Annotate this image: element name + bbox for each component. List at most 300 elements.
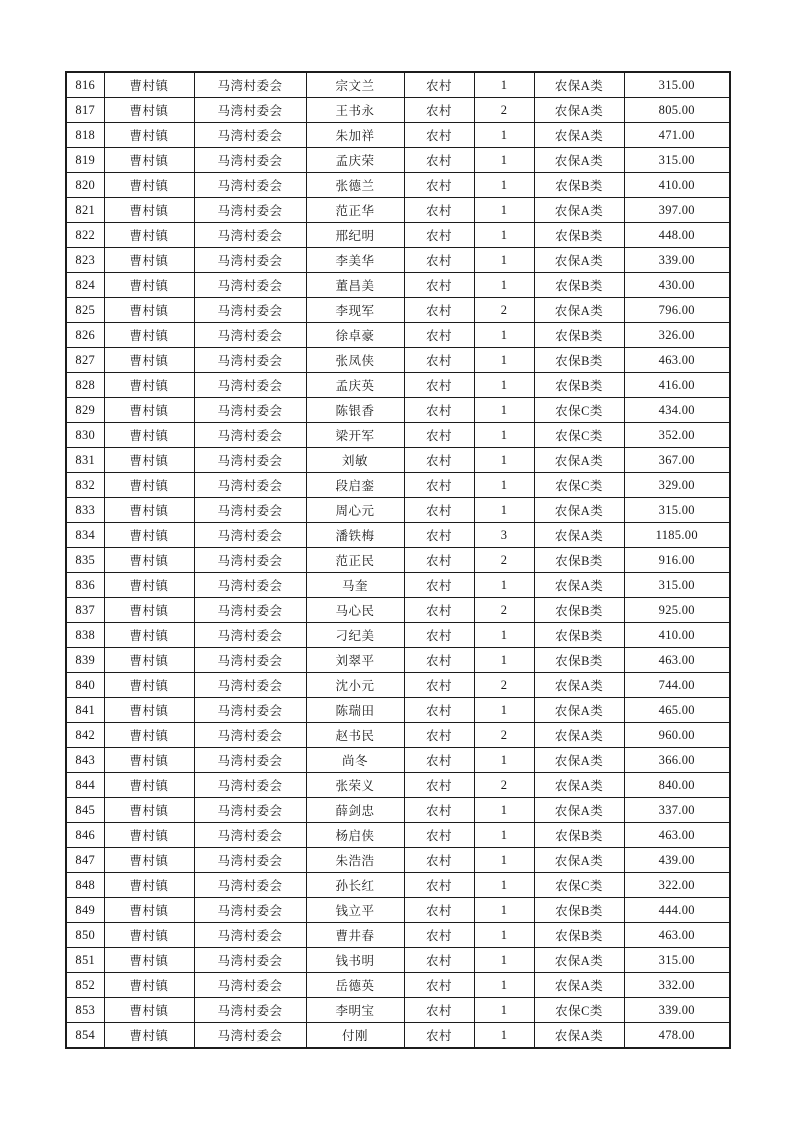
cell-village: 马湾村委会 [194, 998, 306, 1023]
cell-seq: 848 [66, 873, 104, 898]
cell-seq: 824 [66, 273, 104, 298]
cell-amount: 796.00 [624, 298, 730, 323]
cell-name: 陈瑞田 [306, 698, 404, 723]
cell-person-count: 1 [474, 848, 534, 873]
cell-name: 范正华 [306, 198, 404, 223]
cell-town: 曹村镇 [104, 298, 194, 323]
cell-seq: 841 [66, 698, 104, 723]
cell-amount: 465.00 [624, 698, 730, 723]
cell-seq: 830 [66, 423, 104, 448]
cell-town: 曹村镇 [104, 198, 194, 223]
cell-town: 曹村镇 [104, 273, 194, 298]
cell-category: 农保B类 [534, 598, 624, 623]
cell-category: 农保B类 [534, 273, 624, 298]
cell-household-type: 农村 [404, 523, 474, 548]
cell-amount: 315.00 [624, 948, 730, 973]
cell-name: 钱立平 [306, 898, 404, 923]
cell-household-type: 农村 [404, 273, 474, 298]
cell-category: 农保A类 [534, 773, 624, 798]
cell-amount: 315.00 [624, 498, 730, 523]
cell-category: 农保B类 [534, 373, 624, 398]
cell-person-count: 2 [474, 298, 534, 323]
cell-amount: 439.00 [624, 848, 730, 873]
cell-town: 曹村镇 [104, 773, 194, 798]
cell-town: 曹村镇 [104, 573, 194, 598]
cell-village: 马湾村委会 [194, 398, 306, 423]
table-row [66, 523, 730, 548]
cell-person-count: 1 [474, 273, 534, 298]
cell-category: 农保A类 [534, 198, 624, 223]
cell-category: 农保B类 [534, 923, 624, 948]
table-row [66, 898, 730, 923]
cell-name: 孙长红 [306, 873, 404, 898]
cell-person-count: 2 [474, 673, 534, 698]
table-row [66, 548, 730, 573]
cell-seq: 851 [66, 948, 104, 973]
cell-name: 朱浩浩 [306, 848, 404, 873]
cell-person-count: 2 [474, 723, 534, 748]
cell-town: 曹村镇 [104, 72, 194, 98]
table-row [66, 123, 730, 148]
cell-name: 段启銮 [306, 473, 404, 498]
cell-town: 曹村镇 [104, 548, 194, 573]
table-row [66, 273, 730, 298]
cell-household-type: 农村 [404, 298, 474, 323]
cell-town: 曹村镇 [104, 473, 194, 498]
cell-town: 曹村镇 [104, 998, 194, 1023]
cell-person-count: 1 [474, 698, 534, 723]
cell-amount: 430.00 [624, 273, 730, 298]
cell-village: 马湾村委会 [194, 648, 306, 673]
cell-household-type: 农村 [404, 148, 474, 173]
cell-category: 农保C类 [534, 998, 624, 1023]
cell-amount: 463.00 [624, 648, 730, 673]
cell-amount: 315.00 [624, 148, 730, 173]
cell-household-type: 农村 [404, 948, 474, 973]
cell-village: 马湾村委会 [194, 698, 306, 723]
cell-seq: 847 [66, 848, 104, 873]
cell-name: 孟庆荣 [306, 148, 404, 173]
table-row [66, 223, 730, 248]
cell-person-count: 1 [474, 798, 534, 823]
cell-town: 曹村镇 [104, 873, 194, 898]
cell-town: 曹村镇 [104, 973, 194, 998]
cell-village: 马湾村委会 [194, 523, 306, 548]
table-row [66, 173, 730, 198]
table-row [66, 648, 730, 673]
cell-seq: 823 [66, 248, 104, 273]
cell-name: 刁纪美 [306, 623, 404, 648]
table-row [66, 948, 730, 973]
cell-category: 农保A类 [534, 798, 624, 823]
cell-village: 马湾村委会 [194, 323, 306, 348]
cell-amount: 315.00 [624, 573, 730, 598]
cell-household-type: 农村 [404, 398, 474, 423]
cell-seq: 845 [66, 798, 104, 823]
cell-town: 曹村镇 [104, 898, 194, 923]
table-row [66, 473, 730, 498]
cell-household-type: 农村 [404, 823, 474, 848]
cell-person-count: 2 [474, 98, 534, 123]
cell-town: 曹村镇 [104, 423, 194, 448]
cell-household-type: 农村 [404, 923, 474, 948]
cell-name: 李现军 [306, 298, 404, 323]
cell-amount: 925.00 [624, 598, 730, 623]
cell-category: 农保C类 [534, 398, 624, 423]
cell-amount: 326.00 [624, 323, 730, 348]
cell-category: 农保A类 [534, 948, 624, 973]
table-row [66, 398, 730, 423]
cell-household-type: 农村 [404, 473, 474, 498]
cell-town: 曹村镇 [104, 123, 194, 148]
cell-person-count: 1 [474, 823, 534, 848]
cell-category: 农保B类 [534, 548, 624, 573]
cell-village: 马湾村委会 [194, 773, 306, 798]
cell-household-type: 农村 [404, 248, 474, 273]
cell-category: 农保A类 [534, 248, 624, 273]
cell-person-count: 1 [474, 398, 534, 423]
table-row [66, 72, 730, 98]
cell-town: 曹村镇 [104, 498, 194, 523]
cell-category: 农保A类 [534, 973, 624, 998]
cell-amount: 416.00 [624, 373, 730, 398]
cell-category: 农保A类 [534, 298, 624, 323]
cell-seq: 839 [66, 648, 104, 673]
cell-town: 曹村镇 [104, 598, 194, 623]
table-row [66, 998, 730, 1023]
cell-town: 曹村镇 [104, 698, 194, 723]
table-row [66, 498, 730, 523]
cell-person-count: 2 [474, 548, 534, 573]
cell-town: 曹村镇 [104, 923, 194, 948]
cell-village: 马湾村委会 [194, 748, 306, 773]
cell-village: 马湾村委会 [194, 848, 306, 873]
cell-name: 尚冬 [306, 748, 404, 773]
cell-village: 马湾村委会 [194, 123, 306, 148]
cell-amount: 463.00 [624, 923, 730, 948]
cell-category: 农保A类 [534, 573, 624, 598]
cell-village: 马湾村委会 [194, 873, 306, 898]
cell-name: 张德兰 [306, 173, 404, 198]
table-row [66, 823, 730, 848]
cell-household-type: 农村 [404, 548, 474, 573]
cell-village: 马湾村委会 [194, 298, 306, 323]
cell-name: 徐卓豪 [306, 323, 404, 348]
cell-amount: 315.00 [624, 72, 730, 98]
cell-name: 梁开军 [306, 423, 404, 448]
cell-village: 马湾村委会 [194, 673, 306, 698]
cell-seq: 825 [66, 298, 104, 323]
cell-person-count: 1 [474, 473, 534, 498]
table-row [66, 598, 730, 623]
cell-village: 马湾村委会 [194, 973, 306, 998]
cell-household-type: 农村 [404, 573, 474, 598]
cell-person-count: 1 [474, 898, 534, 923]
cell-amount: 397.00 [624, 198, 730, 223]
cell-village: 马湾村委会 [194, 1023, 306, 1049]
cell-seq: 850 [66, 923, 104, 948]
cell-name: 薛剑忠 [306, 798, 404, 823]
cell-seq: 827 [66, 348, 104, 373]
cell-seq: 831 [66, 448, 104, 473]
cell-household-type: 农村 [404, 198, 474, 223]
cell-town: 曹村镇 [104, 823, 194, 848]
cell-category: 农保B类 [534, 648, 624, 673]
cell-seq: 843 [66, 748, 104, 773]
cell-amount: 916.00 [624, 548, 730, 573]
cell-category: 农保C类 [534, 873, 624, 898]
cell-town: 曹村镇 [104, 323, 194, 348]
cell-village: 马湾村委会 [194, 198, 306, 223]
cell-household-type: 农村 [404, 998, 474, 1023]
cell-household-type: 农村 [404, 348, 474, 373]
cell-seq: 854 [66, 1023, 104, 1049]
cell-village: 马湾村委会 [194, 798, 306, 823]
cell-town: 曹村镇 [104, 723, 194, 748]
table-row [66, 148, 730, 173]
cell-village: 马湾村委会 [194, 373, 306, 398]
cell-amount: 1185.00 [624, 523, 730, 548]
cell-category: 农保A类 [534, 698, 624, 723]
cell-town: 曹村镇 [104, 1023, 194, 1049]
cell-amount: 337.00 [624, 798, 730, 823]
cell-person-count: 1 [474, 323, 534, 348]
cell-town: 曹村镇 [104, 348, 194, 373]
cell-household-type: 农村 [404, 223, 474, 248]
cell-person-count: 1 [474, 373, 534, 398]
cell-name: 刘敏 [306, 448, 404, 473]
cell-household-type: 农村 [404, 123, 474, 148]
cell-household-type: 农村 [404, 598, 474, 623]
cell-amount: 471.00 [624, 123, 730, 148]
table-row [66, 698, 730, 723]
cell-town: 曹村镇 [104, 798, 194, 823]
cell-seq: 837 [66, 598, 104, 623]
cell-name: 孟庆英 [306, 373, 404, 398]
cell-category: 农保A类 [534, 123, 624, 148]
cell-category: 农保A类 [534, 448, 624, 473]
table-row [66, 873, 730, 898]
cell-person-count: 2 [474, 598, 534, 623]
cell-person-count: 1 [474, 648, 534, 673]
cell-town: 曹村镇 [104, 948, 194, 973]
cell-category: 农保B类 [534, 323, 624, 348]
cell-seq: 835 [66, 548, 104, 573]
table-row [66, 573, 730, 598]
cell-person-count: 1 [474, 948, 534, 973]
cell-seq: 836 [66, 573, 104, 598]
cell-person-count: 1 [474, 348, 534, 373]
cell-category: 农保A类 [534, 98, 624, 123]
table-row [66, 248, 730, 273]
cell-seq: 818 [66, 123, 104, 148]
cell-village: 马湾村委会 [194, 348, 306, 373]
cell-seq: 826 [66, 323, 104, 348]
cell-name: 张荣义 [306, 773, 404, 798]
cell-amount: 410.00 [624, 173, 730, 198]
table-row [66, 748, 730, 773]
cell-village: 马湾村委会 [194, 573, 306, 598]
cell-village: 马湾村委会 [194, 923, 306, 948]
cell-household-type: 农村 [404, 72, 474, 98]
cell-amount: 410.00 [624, 623, 730, 648]
cell-name: 李明宝 [306, 998, 404, 1023]
cell-village: 马湾村委会 [194, 548, 306, 573]
cell-name: 周心元 [306, 498, 404, 523]
cell-person-count: 1 [474, 448, 534, 473]
table-row [66, 373, 730, 398]
cell-category: 农保A类 [534, 748, 624, 773]
cell-name: 岳德英 [306, 973, 404, 998]
cell-amount: 366.00 [624, 748, 730, 773]
cell-village: 马湾村委会 [194, 623, 306, 648]
cell-town: 曹村镇 [104, 223, 194, 248]
cell-household-type: 农村 [404, 723, 474, 748]
cell-household-type: 农村 [404, 373, 474, 398]
cell-household-type: 农村 [404, 973, 474, 998]
table-row [66, 348, 730, 373]
cell-name: 潘铁梅 [306, 523, 404, 548]
cell-category: 农保B类 [534, 823, 624, 848]
benefits-table [65, 71, 731, 1049]
cell-town: 曹村镇 [104, 623, 194, 648]
table-row [66, 98, 730, 123]
cell-village: 马湾村委会 [194, 823, 306, 848]
cell-household-type: 农村 [404, 898, 474, 923]
cell-town: 曹村镇 [104, 248, 194, 273]
cell-category: 农保A类 [534, 498, 624, 523]
cell-household-type: 农村 [404, 173, 474, 198]
cell-household-type: 农村 [404, 798, 474, 823]
cell-person-count: 2 [474, 773, 534, 798]
cell-household-type: 农村 [404, 1023, 474, 1049]
cell-village: 马湾村委会 [194, 723, 306, 748]
cell-seq: 829 [66, 398, 104, 423]
cell-name: 宗文兰 [306, 72, 404, 98]
cell-category: 农保C类 [534, 423, 624, 448]
cell-seq: 840 [66, 673, 104, 698]
cell-village: 马湾村委会 [194, 498, 306, 523]
cell-category: 农保B类 [534, 223, 624, 248]
cell-town: 曹村镇 [104, 398, 194, 423]
cell-amount: 478.00 [624, 1023, 730, 1049]
cell-village: 马湾村委会 [194, 173, 306, 198]
table-row [66, 773, 730, 798]
cell-amount: 805.00 [624, 98, 730, 123]
cell-village: 马湾村委会 [194, 423, 306, 448]
cell-name: 赵书民 [306, 723, 404, 748]
cell-amount: 367.00 [624, 448, 730, 473]
table-row [66, 923, 730, 948]
cell-category: 农保C类 [534, 473, 624, 498]
cell-person-count: 1 [474, 148, 534, 173]
cell-amount: 840.00 [624, 773, 730, 798]
table-row [66, 323, 730, 348]
cell-household-type: 农村 [404, 773, 474, 798]
cell-person-count: 1 [474, 498, 534, 523]
cell-seq: 842 [66, 723, 104, 748]
cell-category: 农保A类 [534, 148, 624, 173]
cell-seq: 816 [66, 72, 104, 98]
cell-name: 董昌美 [306, 273, 404, 298]
cell-person-count: 1 [474, 173, 534, 198]
cell-name: 钱书明 [306, 948, 404, 973]
cell-category: 农保A类 [534, 72, 624, 98]
cell-household-type: 农村 [404, 848, 474, 873]
cell-town: 曹村镇 [104, 648, 194, 673]
cell-household-type: 农村 [404, 498, 474, 523]
cell-seq: 817 [66, 98, 104, 123]
cell-person-count: 1 [474, 748, 534, 773]
cell-seq: 820 [66, 173, 104, 198]
cell-seq: 853 [66, 998, 104, 1023]
cell-person-count: 1 [474, 973, 534, 998]
cell-seq: 828 [66, 373, 104, 398]
cell-person-count: 1 [474, 198, 534, 223]
cell-category: 农保B类 [534, 623, 624, 648]
cell-village: 马湾村委会 [194, 98, 306, 123]
cell-village: 马湾村委会 [194, 473, 306, 498]
table-row [66, 423, 730, 448]
cell-town: 曹村镇 [104, 848, 194, 873]
cell-village: 马湾村委会 [194, 72, 306, 98]
cell-name: 张凤侠 [306, 348, 404, 373]
cell-amount: 448.00 [624, 223, 730, 248]
cell-town: 曹村镇 [104, 523, 194, 548]
table-row [66, 848, 730, 873]
cell-name: 付刚 [306, 1023, 404, 1049]
cell-household-type: 农村 [404, 98, 474, 123]
cell-amount: 339.00 [624, 998, 730, 1023]
cell-category: 农保A类 [534, 673, 624, 698]
cell-name: 刘翠平 [306, 648, 404, 673]
cell-category: 农保B类 [534, 898, 624, 923]
cell-category: 农保A类 [534, 848, 624, 873]
cell-village: 马湾村委会 [194, 898, 306, 923]
cell-household-type: 农村 [404, 748, 474, 773]
cell-amount: 744.00 [624, 673, 730, 698]
cell-person-count: 3 [474, 523, 534, 548]
cell-household-type: 农村 [404, 673, 474, 698]
cell-name: 范正民 [306, 548, 404, 573]
cell-amount: 444.00 [624, 898, 730, 923]
cell-name: 陈银香 [306, 398, 404, 423]
cell-amount: 339.00 [624, 248, 730, 273]
cell-category: 农保A类 [534, 1023, 624, 1049]
cell-category: 农保A类 [534, 723, 624, 748]
cell-household-type: 农村 [404, 698, 474, 723]
cell-village: 马湾村委会 [194, 248, 306, 273]
cell-person-count: 1 [474, 223, 534, 248]
cell-seq: 838 [66, 623, 104, 648]
cell-amount: 332.00 [624, 973, 730, 998]
cell-household-type: 农村 [404, 323, 474, 348]
cell-seq: 834 [66, 523, 104, 548]
cell-town: 曹村镇 [104, 448, 194, 473]
cell-seq: 832 [66, 473, 104, 498]
cell-seq: 833 [66, 498, 104, 523]
benefits-table-body [66, 72, 730, 1048]
cell-category: 农保A类 [534, 523, 624, 548]
cell-household-type: 农村 [404, 423, 474, 448]
cell-name: 沈小元 [306, 673, 404, 698]
cell-person-count: 1 [474, 623, 534, 648]
cell-seq: 849 [66, 898, 104, 923]
cell-name: 马心民 [306, 598, 404, 623]
cell-name: 王书永 [306, 98, 404, 123]
cell-village: 马湾村委会 [194, 148, 306, 173]
cell-person-count: 1 [474, 998, 534, 1023]
